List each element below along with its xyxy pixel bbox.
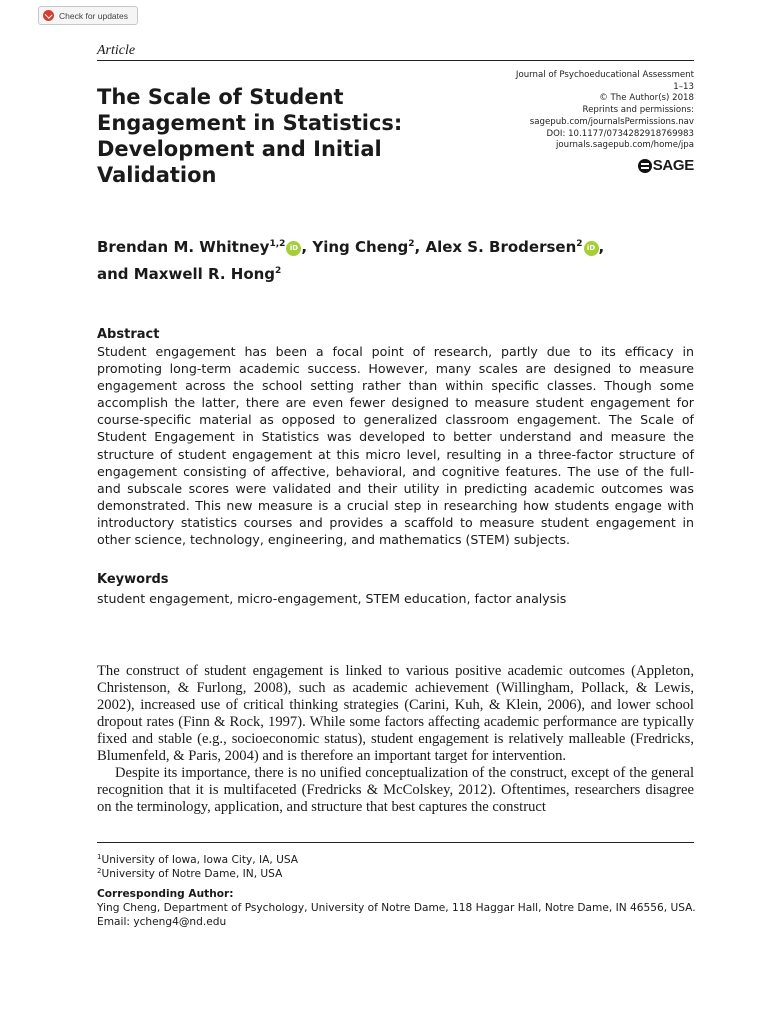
author-name[interactable]: Brendan M. Whitney — [97, 238, 270, 256]
reprints-label: Reprints and permissions: — [582, 105, 694, 116]
author-affiliation-sup: 2 — [408, 239, 415, 249]
body-paragraph: The construct of student engagement is linked to various positive academic outcomes (Appleton, Christenson, & Furlong, 2008), such as academic achievement (Willingham, Pollack, & Lewis, 2002), increased use of critical thinking strategies (Carini, Kuh, & Klein, 2006), and lower school dropout rates (Finn & Rock, 1997). While some factors affecting academic performance are typically fixed and stable (e.g., socioeconomic status), student engagement is relatively malleable (Fredricks, Blumenfeld, & Paris, 2004) and is therefore an important target for intervention. — [97, 663, 694, 765]
check-updates-label: Check for updates — [59, 10, 128, 21]
affiliation-2: $^2$University of Notre Dame, IN, USA — [97, 867, 283, 880]
author-affiliation-sup: 1,2 — [269, 239, 286, 249]
paper-title: The Scale of Student Engagement in Statistics: Development and Initial Validation — [97, 85, 403, 187]
doi-link[interactable]: DOI: 10.1177/0734282918769983 — [546, 128, 694, 139]
journal-info — [434, 70, 694, 152]
author-name[interactable]: Ying Cheng — [312, 238, 409, 256]
journal-pages: 1–13 — [673, 81, 694, 92]
author-entry: Alex S. Brodersen$^2$ iD , — [425, 238, 605, 256]
journal-home-link[interactable]: journals.sagepub.com/home/jpa — [556, 140, 694, 151]
keywords-heading: Keywords — [97, 572, 169, 587]
author-list — [97, 232, 697, 286]
author-entry: Ying Cheng$^2$, — [312, 238, 421, 256]
check-updates-icon — [43, 10, 54, 21]
corresponding-author-address: Ying Cheng, Department of Psychology, University of Notre Dame, 118 Haggar Hall, Notre Dame, IN 46556, USA. — [97, 902, 696, 914]
affiliation-1: $^1$University of Iowa, Iowa City, IA, USA — [97, 853, 299, 866]
body-paragraph: Despite its importance, there is no unified conceptualization of the construct, except of the general recognition that it is multifaceted (Fredricks & McColskey, 2012). Oftentimes, researchers disagree on the terminology, application, and structure that best captures the construct — [97, 765, 694, 816]
orcid-icon[interactable]: iD — [584, 241, 599, 256]
keywords-text: student engagement, micro-engagement, STEM education, factor analysis — [97, 591, 567, 606]
author-entry — [97, 265, 281, 283]
author-name[interactable]: and Maxwell R. Hong — [97, 265, 276, 283]
sage-logo-text: SAGE — [652, 157, 694, 174]
author-entry: Brendan M. Whitney$^{1,2}$ iD , — [97, 238, 308, 256]
article-type-label: Article — [97, 43, 136, 58]
corresponding-author-label: Corresponding Author: — [97, 888, 234, 900]
corresponding-author-email[interactable]: Email: ycheng4@nd.edu — [97, 916, 227, 928]
journal-name: Journal of Psychoeducational Assessment — [515, 70, 694, 80]
sage-logo-icon — [638, 159, 652, 173]
orcid-icon[interactable]: iD — [286, 241, 301, 256]
abstract-heading: Abstract — [97, 327, 160, 342]
header-divider — [97, 60, 694, 61]
sage-logo — [638, 157, 694, 174]
footnote-divider — [97, 842, 694, 843]
abstract-text: Student engagement has been a focal point of research, partly due to its efficacy in promoting long-term academic success. However, many scales are designed to measure engagement across the school setting rather than within specific classes. Though some accomplish the latter, there are even fewer designed to measure student engagement for course-specific material as opposed to generalized classroom engagement. The Scale of Student Engagement in Statistics was developed to better understand and measure the structure of student engagement at this micro level, resulting in a three-factor structure of engagement consisting of affective, behavioral, and cognitive features. The use of the full- and subscale scores were validated and their utility in predicting academic outcomes was demonstrated. This new measure is a crucial step in researching how students engage with introductory statistics courses and provides a scaffold to measure student engagement in other science, technology, engineering, and mathematics (STEM) subjects. — [97, 344, 694, 548]
copyright: © The Author(s) 2018 — [599, 93, 694, 104]
check-for-updates-button[interactable] — [38, 6, 138, 25]
author-name[interactable]: Alex S. Brodersen — [425, 238, 577, 256]
author-affiliation-sup: 2 — [275, 266, 282, 276]
permissions-link[interactable]: sagepub.com/journalsPermissions.nav — [529, 116, 694, 127]
author-affiliation-sup: 2 — [576, 239, 583, 249]
